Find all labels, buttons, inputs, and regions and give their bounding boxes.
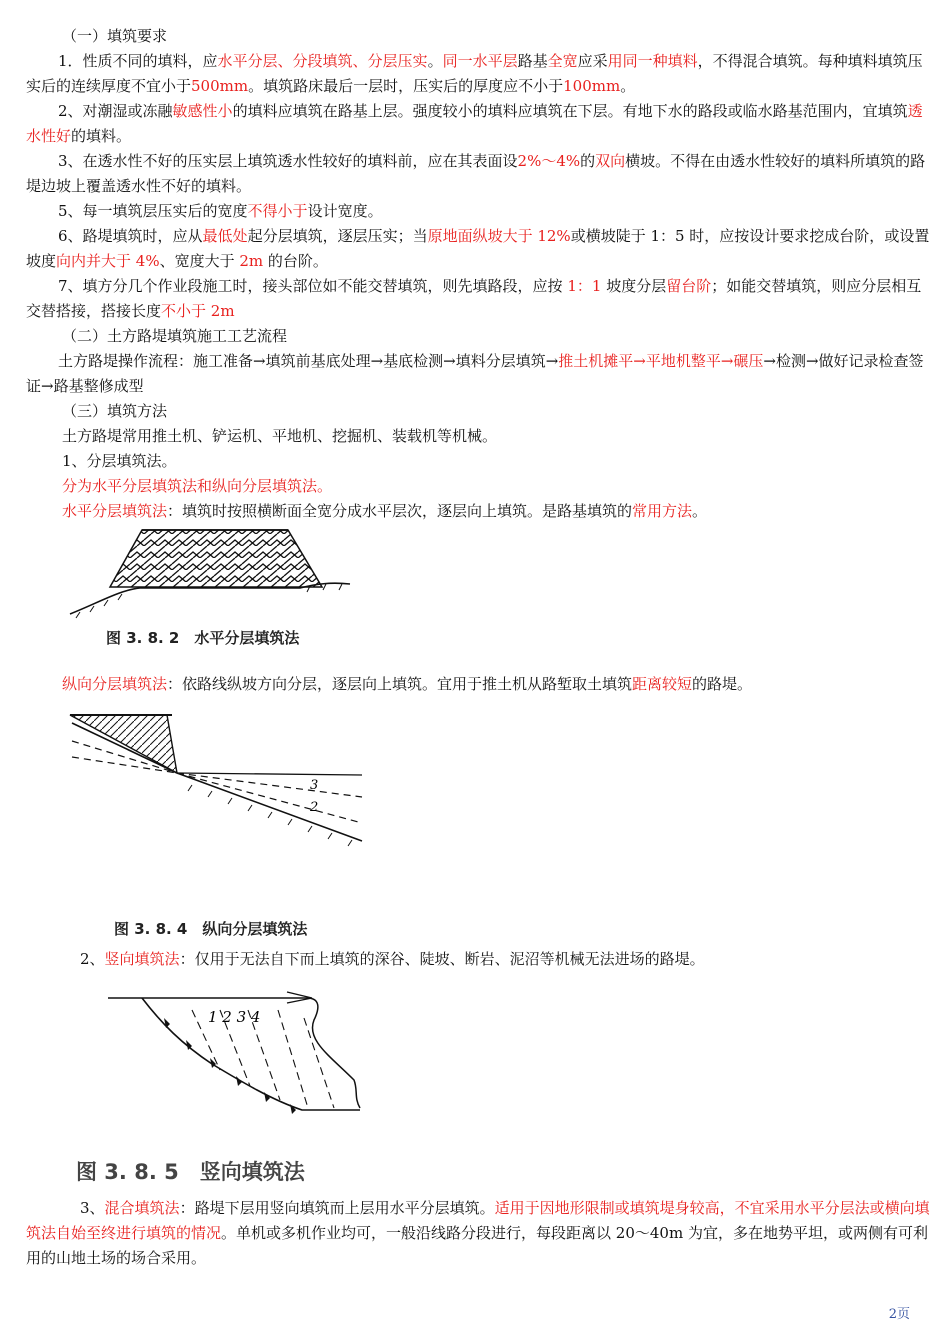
- rule-7: 7、填方分几个作业段施工时，接头部位如不能交替填筑，则先填路段，应按 1：1 坡度分层留台阶；如能交替填筑，则应分层相互交替搭接，搭接长度不小于 2m: [26, 277, 922, 320]
- method-3-text: 3、混合填筑法：路堤下层用竖向填筑而上层用水平分层填筑。适用于因地形限制或填筑堤身较高，不宜采用水平分层法或横向填筑法自始至终进行填筑的情况。单机或多机作业均可，一般沿线路分段进行，每段距离以 20～40m 为宜，多在地势平坦，或两侧有可利用的山地土场的场合采用。: [26, 1199, 930, 1267]
- method-2-text: 2、竖向填筑法：仅用于无法自下而上填筑的深谷、陡坡、断岩、泥沼等机械无法进场的路堤。: [80, 950, 705, 968]
- rule-5: 5、每一填筑层压实后的宽度不得小于设计宽度。: [58, 202, 383, 220]
- rule-3: 3、在透水性不好的压实层上填筑透水性较好的填料前，应在其表面设2%～4%的双向横坡。不得在由透水性较好的填料所填筑的路堤边坡上覆盖透水性不好的填料。: [26, 152, 926, 195]
- horizontal-method-text: 水平分层填筑法：填筑时按照横断面全宽分成水平层次，逐层向上填筑。是路基填筑的常用方法。: [62, 502, 708, 520]
- process-flow: 土方路堤操作流程：施工准备→填筑前基底处理→基底检测→填料分层填筑→推土机摊平→平地机整平→碾压→检测→做好记录检查签证→路基整修成型: [26, 352, 924, 395]
- layer-label-3: 3: [310, 778, 319, 793]
- rule-1: 1．性质不同的填料，应水平分层、分段填筑、分层压实。同一水平层路基全宽应采用同一种填料，不得混合填筑。每种填料填筑压实后的连续厚度不宜小于500mm。填筑路床最后一层时，压实后的厚度应不小于100mm。: [26, 52, 923, 95]
- rule-6: 6、路堤填筑时，应从最低处起分层填筑，逐层压实；当原地面纵坡大于 12%或横坡陡于 1：5 时，应按设计要求挖成台阶，或设置坡度向内并大于 4%、宽度大于 2m 的台阶。: [26, 227, 930, 270]
- section-1-heading: （一）填筑要求: [62, 27, 168, 45]
- vertical-layer-method-text: 纵向分层填筑法：依路线纵坡方向分层，逐层向上填筑。宜用于推土机从路堑取土填筑距离较短的路堤。: [62, 675, 753, 693]
- figure-caption-3-8-2: 图 3. 8. 2 水平分层填筑法: [106, 629, 300, 647]
- longitudinal-layer-figure: [62, 705, 372, 865]
- rule-2: 2、对潮湿或冻融敏感性小的填料应填筑在路基上层。强度较小的填料应填筑在下层。有地下水的路段或临水路基范围内，宜填筑透水性好的填料。: [26, 102, 923, 145]
- vertical-fill-figure: [102, 978, 372, 1126]
- machines-text: 土方路堤常用推土机、铲运机、平地机、挖掘机、装载机等机械。: [62, 427, 498, 445]
- page-number: 2页: [888, 1307, 910, 1322]
- section-3-heading: （三）填筑方法: [62, 402, 168, 420]
- method-1-split: 分为水平分层填筑法和纵向分层填筑法。: [62, 477, 333, 495]
- figure-caption-3-8-5: 图 3. 8. 5 竖向填筑法: [76, 1160, 305, 1184]
- section-2-heading: （二）土方路堤填筑施工工艺流程: [62, 327, 288, 345]
- figure-caption-3-8-4: 图 3. 8. 4 纵向分层填筑法: [114, 920, 308, 938]
- fill-sequence-numbers: 1 2 3 4: [208, 1008, 261, 1026]
- horizontal-layer-figure: [60, 522, 360, 622]
- method-1-title: 1、分层填筑法。: [62, 452, 177, 470]
- layer-label-2: 2: [310, 800, 319, 815]
